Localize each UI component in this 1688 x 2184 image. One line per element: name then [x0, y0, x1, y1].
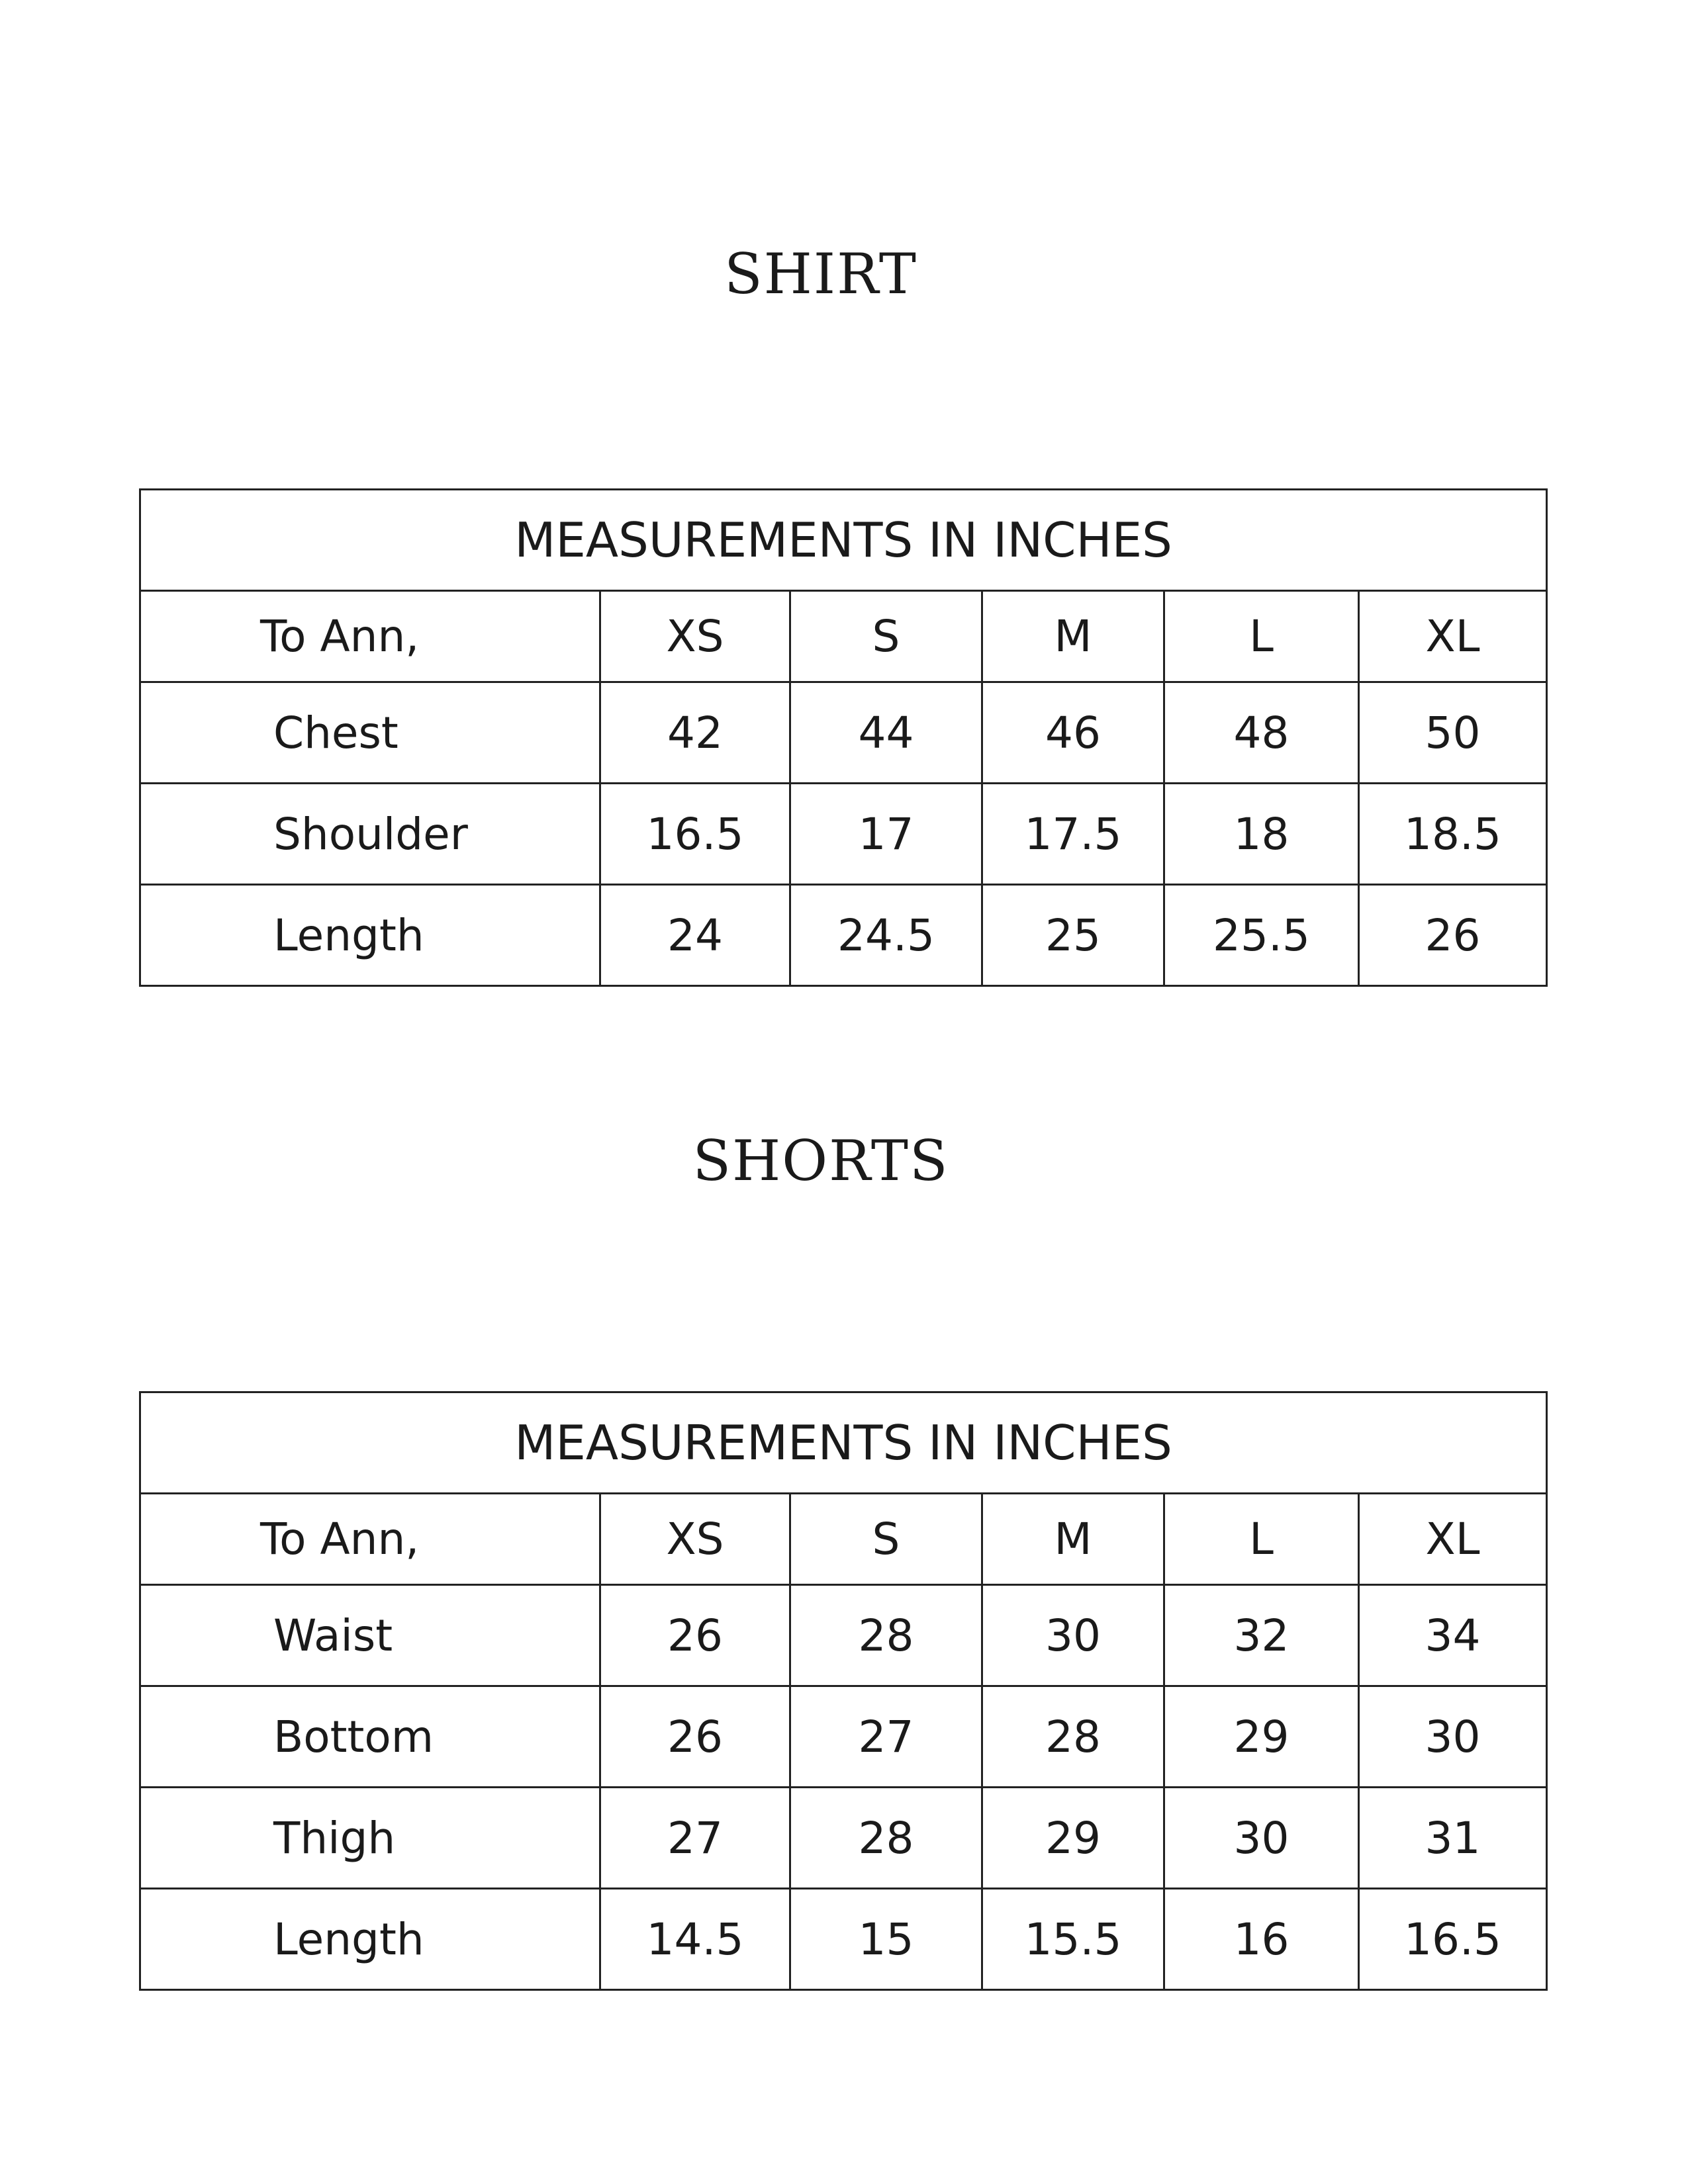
size-header-l: L: [1164, 1494, 1359, 1585]
size-header-row: [140, 591, 1547, 682]
table-cell: 17: [790, 784, 982, 885]
table-cell: 29: [982, 1788, 1164, 1889]
shorts-size-table: [139, 1391, 1548, 1991]
table-row: [140, 1585, 1547, 1686]
table-cell: 15: [790, 1889, 982, 1990]
greeting-label: To Ann,: [140, 1494, 600, 1585]
table-caption: MEASUREMENTS IN INCHES: [140, 1392, 1547, 1494]
table-cell: 44: [790, 682, 982, 784]
table-cell: 18.5: [1359, 784, 1547, 885]
table-cell: 30: [982, 1585, 1164, 1686]
row-label-bottom: Bottom: [140, 1686, 600, 1788]
table-caption: MEASUREMENTS IN INCHES: [140, 490, 1547, 591]
size-header-xl: XL: [1359, 1494, 1547, 1585]
table-row: [140, 1686, 1547, 1788]
shirt-size-table: [139, 488, 1548, 987]
table-cell: 31: [1359, 1788, 1547, 1889]
table-cell: 24.5: [790, 885, 982, 986]
table-cell: 28: [790, 1585, 982, 1686]
size-header-m: M: [982, 591, 1164, 682]
row-label-thigh: Thigh: [140, 1788, 600, 1889]
table-cell: 17.5: [982, 784, 1164, 885]
table-cell: 16.5: [1359, 1889, 1547, 1990]
shirt-title: SHIRT: [724, 242, 917, 306]
table-caption-row: [140, 1392, 1547, 1494]
table-cell: 27: [600, 1788, 790, 1889]
table-cell: 30: [1359, 1686, 1547, 1788]
table-caption-row: [140, 490, 1547, 591]
size-header-l: L: [1164, 591, 1359, 682]
table-cell: 26: [1359, 885, 1547, 986]
row-label-shoulder: Shoulder: [140, 784, 600, 885]
size-header-xs: XS: [600, 591, 790, 682]
size-header-m: M: [982, 1494, 1164, 1585]
row-label-length: Length: [140, 1889, 600, 1990]
table-row: [140, 784, 1547, 885]
size-header-s: S: [790, 591, 982, 682]
row-label-waist: Waist: [140, 1585, 600, 1686]
table-cell: 46: [982, 682, 1164, 784]
table-cell: 32: [1164, 1585, 1359, 1686]
table-cell: 28: [790, 1788, 982, 1889]
table-cell: 24: [600, 885, 790, 986]
table-cell: 18: [1164, 784, 1359, 885]
table-cell: 16.5: [600, 784, 790, 885]
row-label-length: Length: [140, 885, 600, 986]
table-cell: 14.5: [600, 1889, 790, 1990]
table-cell: 42: [600, 682, 790, 784]
table-cell: 30: [1164, 1788, 1359, 1889]
table-cell: 26: [600, 1686, 790, 1788]
table-cell: 48: [1164, 682, 1359, 784]
size-header-xl: XL: [1359, 591, 1547, 682]
greeting-label: To Ann,: [140, 591, 600, 682]
size-header-row: [140, 1494, 1547, 1585]
table-cell: 28: [982, 1686, 1164, 1788]
shorts-title: SHORTS: [692, 1128, 949, 1193]
table-row: [140, 885, 1547, 986]
row-label-chest: Chest: [140, 682, 600, 784]
table-cell: 34: [1359, 1585, 1547, 1686]
table-cell: 50: [1359, 682, 1547, 784]
table-row: [140, 682, 1547, 784]
table-cell: 29: [1164, 1686, 1359, 1788]
table-cell: 16: [1164, 1889, 1359, 1990]
table-row: [140, 1889, 1547, 1990]
table-cell: 15.5: [982, 1889, 1164, 1990]
table-cell: 26: [600, 1585, 790, 1686]
table-row: [140, 1788, 1547, 1889]
table-cell: 27: [790, 1686, 982, 1788]
table-cell: 25.5: [1164, 885, 1359, 986]
size-header-xs: XS: [600, 1494, 790, 1585]
table-cell: 25: [982, 885, 1164, 986]
size-header-s: S: [790, 1494, 982, 1585]
